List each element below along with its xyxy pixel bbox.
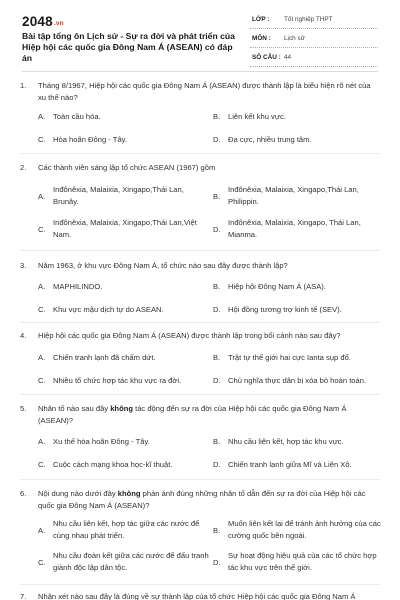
question-divider <box>20 153 380 154</box>
question-number: 3. <box>20 261 27 270</box>
option-text: Nhu cầu liên kết, hợp tác giữa các nước để cùng nhau phát triển. <box>53 519 200 540</box>
answer-option-c[interactable] <box>38 459 203 471</box>
option-letter: C. <box>38 304 46 314</box>
option-text: Hòa hoãn Đông - Tây. <box>53 135 128 144</box>
question-text-emphasis: không <box>110 404 133 413</box>
question-text-pre: Nội dung nào dưới đây <box>38 489 118 498</box>
option-letter: C. <box>38 135 46 144</box>
option-letter: D. <box>213 375 221 385</box>
option-letter: A. <box>38 526 46 535</box>
answer-option-b[interactable] <box>213 184 378 208</box>
document-title: Bài tập tổng ôn Lịch sử - Sự ra đời và phát triển của Hiệp hội các quốc gia Đông Nam Á (ASEAN) có đáp án <box>22 31 235 63</box>
question-2 <box>20 162 380 239</box>
option-text: Hiệp hội Đông Nam Á (ASA). <box>228 281 326 291</box>
option-letter: D. <box>213 224 221 234</box>
answer-option-c[interactable] <box>38 550 210 574</box>
option-text: Inđônêxia, Malaixia, Xingapo,Thái Lan, Brunây. <box>53 184 184 206</box>
option-letter: C. <box>38 558 46 567</box>
question-stem <box>20 260 380 272</box>
answer-option-c[interactable] <box>38 375 203 387</box>
question-1 <box>20 80 380 144</box>
answer-option-d[interactable] <box>213 134 363 146</box>
question-text-post: phản ánh đúng những nhân tố dẫn đến sự ra đời của Hiệp hội các quốc gia Đông Nam Á (ASEAN)? <box>38 489 366 510</box>
answer-option-a[interactable] <box>38 518 210 542</box>
question-3 <box>20 260 380 314</box>
question-number: 7. <box>20 592 27 600</box>
question-number: 6. <box>20 489 27 498</box>
option-letter: A. <box>38 281 46 291</box>
meta-label: MÔN : <box>252 35 271 42</box>
question-stem <box>20 488 380 511</box>
question-stem <box>20 330 380 342</box>
header-divider <box>22 71 378 72</box>
answer-option-c[interactable] <box>38 134 188 146</box>
option-text: Xu thế hòa hoãn Đông - Tây. <box>53 437 150 446</box>
option-letter: D. <box>213 304 221 314</box>
meta-label: SỐ CÂU : <box>252 54 281 61</box>
option-text: Muốn liên kết lại để tránh ảnh hưởng của các cường quốc bên ngoài. <box>228 519 381 540</box>
question-text-post: tác động đến sự ra đời của Hiệp hội các quốc gia Đông Nam Á (ASEAN)? <box>38 404 347 425</box>
option-letter: B. <box>213 281 221 291</box>
question-7 <box>20 591 380 600</box>
option-letter: B. <box>213 352 221 362</box>
question-stem <box>20 162 380 174</box>
option-letter: B. <box>213 112 221 121</box>
meta-info-box <box>250 12 378 69</box>
option-text: Chiến tranh lạnh giữa Mĩ và Liên Xô. <box>228 460 352 469</box>
option-letter: C. <box>38 460 46 469</box>
question-text: Năm 1963, ở khu vực Đông Nam Á, tổ chức nào sau đây được thành lập? <box>38 261 288 270</box>
question-divider <box>20 394 380 395</box>
answer-option-d[interactable] <box>213 459 378 471</box>
option-letter: B. <box>213 437 221 446</box>
answer-option-b[interactable] <box>213 111 363 123</box>
option-text: Hội đồng tương trợ kinh tế (SEV). <box>228 304 342 314</box>
question-stem <box>20 403 380 426</box>
option-text: Chủ nghĩa thực dân bị xóa bỏ hoàn toàn. <box>228 375 367 385</box>
answer-option-d[interactable] <box>213 375 378 387</box>
question-6 <box>20 488 381 572</box>
question-text-pre: Nhân tố nào sau đây <box>38 404 111 413</box>
option-text: Nhu cầu đoàn kết giữa các nước để đấu tranh giành độc lập dân tộc. <box>53 551 209 572</box>
question-divider <box>20 479 380 480</box>
document-header <box>0 0 400 70</box>
option-letter: D. <box>213 558 221 567</box>
option-text: Liên kết khu vực. <box>228 112 286 121</box>
option-letter: D. <box>213 135 221 144</box>
answer-option-a[interactable] <box>38 281 198 293</box>
answer-option-a[interactable] <box>38 111 188 123</box>
option-text: Toàn cầu hóa. <box>53 112 101 121</box>
meta-row-class <box>250 12 378 29</box>
meta-row-subject <box>250 31 378 48</box>
question-stem <box>20 591 380 600</box>
option-letter: A. <box>38 191 46 201</box>
answer-option-b[interactable] <box>213 518 383 542</box>
answer-option-a[interactable] <box>38 352 203 364</box>
meta-value: Lịch sử <box>284 35 305 42</box>
meta-value: Tốt nghiệp THPT <box>284 16 333 23</box>
option-letter: A. <box>38 352 46 362</box>
option-text: MAPHILINDO. <box>53 281 103 291</box>
logo-text: 2048 <box>22 14 53 29</box>
answer-option-b[interactable] <box>213 436 378 448</box>
question-number: 2. <box>20 163 27 172</box>
option-text: Chiến tranh lạnh đã chấm dứt. <box>53 352 156 362</box>
meta-label: LỚP : <box>252 16 270 23</box>
option-letter: B. <box>213 191 221 201</box>
logo-suffix: .vn <box>53 20 64 27</box>
option-letter: D. <box>213 460 221 469</box>
question-5 <box>20 403 380 469</box>
question-number: 5. <box>20 404 27 413</box>
meta-row-question-count <box>250 50 378 67</box>
option-text: Nhu cầu liên kết, hợp tác khu vực. <box>228 437 344 446</box>
option-letter: A. <box>38 437 46 446</box>
option-text: Cuộc cách mạng khoa học-kĩ thuật. <box>53 460 173 469</box>
option-text: Sự hoạt động hiệu quả của các tổ chức hợp tác khu vực trên thế giới. <box>228 551 377 572</box>
answer-option-a[interactable] <box>38 184 203 208</box>
option-text: Inđônêxia, Malaixia, Xingapo,Thái Lan,Việt Nam. <box>53 217 197 239</box>
question-text-emphasis: không <box>117 489 141 498</box>
meta-value: 44 <box>284 54 292 61</box>
question-4 <box>20 330 380 385</box>
option-text: Khu vực mậu dịch tự do ASEAN. <box>53 304 164 314</box>
question-divider <box>20 250 380 251</box>
option-text: Inđônêxia, Malaixia, Xingapo,Thái Lan, Philippin. <box>228 184 359 206</box>
question-number: 4. <box>20 331 27 340</box>
option-text: Đa cực, nhiều trung tâm. <box>228 135 312 144</box>
option-letter: A. <box>38 112 46 121</box>
question-divider <box>20 584 380 585</box>
option-text: Nhiều tổ chức hợp tác khu vực ra đời. <box>53 375 182 385</box>
question-text: Nhận xét nào sau đây là đúng về sự thành lập của tổ chức Hiệp hội các quốc gia Đông Nam Á <box>38 592 356 600</box>
answer-option-b[interactable] <box>213 281 373 293</box>
answer-option-c[interactable] <box>38 304 198 316</box>
answer-option-d[interactable] <box>213 217 378 241</box>
answer-option-d[interactable] <box>213 304 373 316</box>
question-number: 1. <box>20 81 27 90</box>
answer-option-a[interactable] <box>38 436 203 448</box>
question-divider <box>20 322 380 323</box>
option-letter: C. <box>38 375 46 385</box>
option-letter: C. <box>38 224 46 234</box>
answer-option-d[interactable] <box>213 550 383 574</box>
answer-option-b[interactable] <box>213 352 378 364</box>
site-logo[interactable] <box>22 14 64 29</box>
answer-option-c[interactable] <box>38 217 203 241</box>
option-letter: B. <box>213 526 221 535</box>
option-text: Trật tự thế giới hai cực Ianta sụp đổ. <box>228 352 351 362</box>
question-text: Tháng 8/1967, Hiệp hội các quốc gia Đông Nam Á (ASEAN) được thành lập là biểu hiện rõ nét của xu thế nào? <box>38 81 371 102</box>
question-text: Hiệp hội các quốc gia Đông Nam Á (ASEAN) được thành lập trong bối cảnh nào sau đây? <box>38 331 341 340</box>
question-stem <box>20 80 380 103</box>
question-text: Các thành viên sáng lập tổ chức ASEAN (1967) gồm <box>38 163 216 172</box>
option-text: Inđônêxia, Malaixia, Xingapo, Thái Lan, Mianma. <box>228 217 361 239</box>
